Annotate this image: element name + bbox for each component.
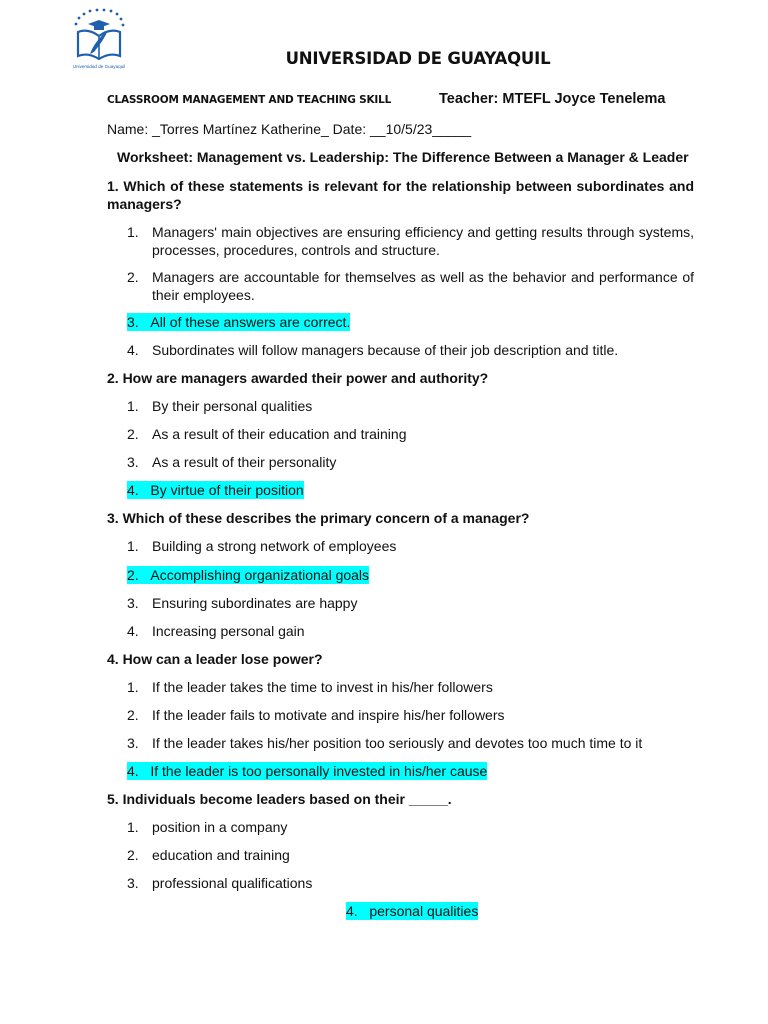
option-text: Managers are accountable for themselves as well as the behavior and performance of their employees. [152, 269, 694, 303]
option-number: 2. [127, 426, 139, 442]
option-text: Subordinates will follow managers because of their job description and title. [152, 342, 619, 358]
worksheet-title: Worksheet: Management vs. Leadership: The Difference Between a Manager & Leader [117, 149, 689, 165]
option-number: 4. [346, 903, 358, 919]
question-3: 3. Which of these describes the primary concern of a manager? [107, 510, 530, 526]
option-text: As a result of their education and training [152, 426, 407, 442]
option-number: 4. [127, 342, 139, 358]
option-highlighted-answer [127, 481, 304, 499]
option [127, 537, 694, 555]
option [127, 397, 694, 415]
option-text: By virtue of their position [150, 482, 304, 498]
option [127, 818, 694, 836]
option-number: 1. [127, 398, 139, 414]
option-number: 1. [127, 819, 139, 835]
option-number: 2. [127, 847, 139, 863]
option-number: 1. [127, 538, 139, 554]
option [127, 341, 694, 359]
question-5: 5. Individuals become leaders based on their _____. [107, 791, 452, 807]
option [127, 268, 694, 304]
option [127, 678, 694, 696]
option-number: 3. [127, 735, 139, 751]
option-number: 2. [127, 567, 139, 583]
option [127, 846, 694, 864]
option-number: 2. [127, 269, 139, 285]
option-text: As a result of their personality [152, 454, 337, 470]
option [127, 223, 694, 259]
option-text: Accomplishing organizational goals [150, 567, 370, 583]
option [127, 874, 694, 892]
option-number: 4. [127, 482, 139, 498]
question-2: 2. How are managers awarded their power and authority? [107, 370, 489, 386]
option [127, 734, 694, 752]
option-number: 1. [127, 679, 139, 695]
option-number: 4. [127, 763, 139, 779]
question-4: 4. How can a leader lose power? [107, 651, 323, 667]
course-title: CLASSROOM MANAGEMENT AND TEACHING SKILL [107, 94, 392, 106]
logo-caption: Universidad de Guayaquil [72, 64, 126, 69]
question-1: 1. Which of these statements is relevant for the relationship between subordinates and managers? [107, 178, 694, 212]
option-text: Increasing personal gain [152, 623, 305, 639]
student-name-date: Name: _Torres Martínez Katherine_ Date: __10/5/23_____ [107, 121, 472, 137]
option-text: education and training [152, 847, 290, 863]
option-text: If the leader takes the time to invest in his/her followers [152, 679, 493, 695]
option [127, 425, 694, 443]
option-number: 4. [127, 623, 139, 639]
option-text: If the leader is too personally invested in his/her cause [150, 763, 488, 779]
option-text: position in a company [152, 819, 288, 835]
option-number: 3. [127, 454, 139, 470]
option-text: professional qualifications [152, 875, 313, 891]
option-text: personal qualities [369, 903, 479, 919]
option [127, 622, 694, 640]
option [127, 453, 694, 471]
option-text: Building a strong network of employees [152, 538, 397, 554]
option-number: 1. [127, 224, 139, 240]
option-highlighted-answer [127, 313, 350, 331]
option-highlighted-answer [346, 902, 478, 920]
option-number: 3. [127, 595, 139, 611]
option-text: Managers' main objectives are ensuring efficiency and getting results through systems, processes, procedures, controls and structure. [152, 224, 694, 258]
university-title: UNIVERSIDAD DE GUAYAQUIL [285, 49, 551, 68]
option-highlighted-answer [127, 566, 369, 584]
teacher-name: Teacher: MTEFL Joyce Tenelema [439, 91, 666, 107]
option-number: 3. [127, 875, 139, 891]
option-highlighted-answer [127, 762, 487, 780]
option [127, 706, 694, 724]
option-text: If the leader fails to motivate and inspire his/her followers [152, 707, 505, 723]
option-text: Ensuring subordinates are happy [152, 595, 358, 611]
option-number: 2. [127, 707, 139, 723]
option-text: If the leader takes his/her position too seriously and devotes too much time to it [152, 735, 643, 751]
option-text: All of these answers are correct. [150, 314, 351, 330]
option-text: By their personal qualities [152, 398, 313, 414]
option [127, 594, 694, 612]
option-number: 3. [127, 314, 139, 330]
